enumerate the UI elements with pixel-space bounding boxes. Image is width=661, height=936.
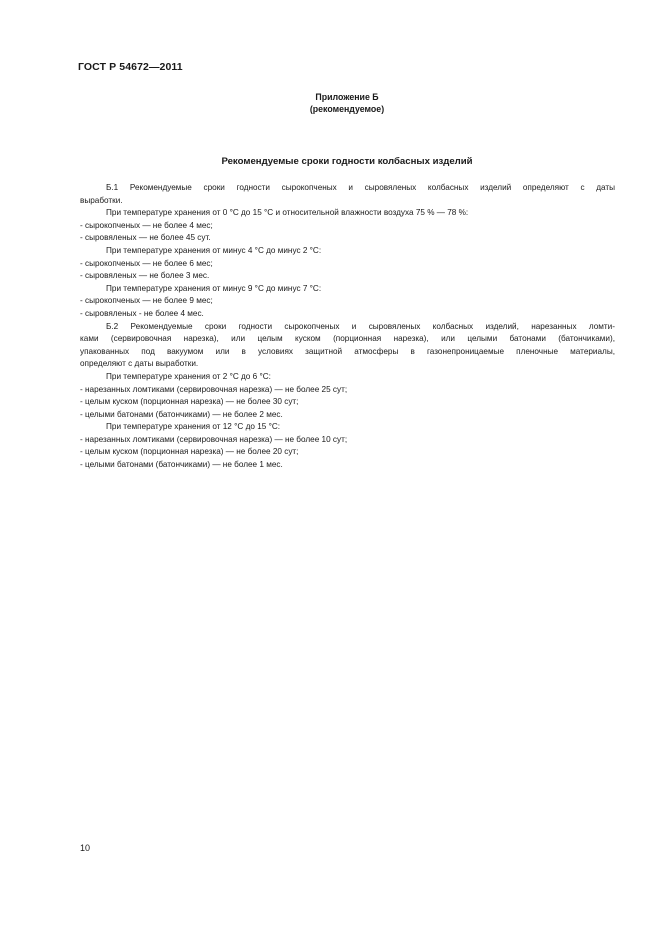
standard-code: ГОСТ Р 54672—2011 — [78, 61, 183, 73]
list-item: - сырокопченых — не более 6 мес; — [80, 258, 213, 268]
appendix-title: Приложение Б — [315, 92, 379, 102]
list-item: - целыми батонами (батончиками) — не более 2 мес. — [80, 409, 283, 419]
paragraph-b2-line-3: упакованных под вакуумом или в условиях защитной атмосферы в газонепроницаемые пленочные материалы, — [80, 346, 615, 356]
paragraph-b1-line-1: Б.1 Рекомендуемые сроки годности сырокопченых и сыровяленых колбасных изделий определяют с даты — [106, 183, 615, 192]
list-item: - целыми батонами (батончиками) — не более 1 мес. — [80, 460, 283, 470]
storage-condition-4: При температуре хранения от 2 °С до 6 °С: — [106, 371, 271, 381]
list-item: - сырокопченых — не более 4 мес; — [80, 220, 213, 230]
appendix-subtitle: (рекомендуемое) — [309, 104, 385, 114]
document-title: Рекомендуемые сроки годности колбасных изделий — [221, 156, 473, 167]
list-item: - целым куском (порционная нарезка) — не более 20 сут; — [80, 447, 299, 457]
storage-condition-2: При температуре хранения от минус 4 °С до минус 2 °С: — [106, 245, 322, 255]
list-item: - сыровяленых — не более 45 сут. — [80, 233, 211, 243]
paragraph-b2-line-4: определяют с даты выработки. — [80, 359, 199, 369]
paragraph-b1-line-2: выработки. — [80, 195, 123, 205]
list-item: - целым куском (порционная нарезка) — не более 30 сут; — [80, 397, 299, 407]
list-item: - сырокопченых — не более 9 мес; — [80, 296, 213, 306]
document-body — [80, 182, 615, 472]
storage-condition-3: При температуре хранения от минус 9 °С до минус 7 °С: — [106, 283, 322, 293]
list-item: - нарезанных ломтиками (сервировочная нарезка) — не более 10 сут; — [80, 434, 348, 444]
paragraph-b2-line-2: ками (сервировочная нарезка), или целым куском (порционная нарезка), или целыми батонами (батончиками), — [80, 334, 615, 344]
paragraph-b2-line-1: Б.2 Рекомендуемые сроки годности сырокопченых и сыровяленых колбасных изделий, нарезанных ломти- — [106, 321, 615, 331]
list-item: - сыровяленых — не более 3 мес. — [80, 271, 210, 281]
storage-condition-5: При температуре хранения от 12 °С до 15 °С: — [106, 422, 281, 432]
list-item: - нарезанных ломтиками (сервировочная нарезка) — не более 25 сут; — [80, 384, 348, 394]
list-item: - сыровяленых - не более 4 мес. — [80, 308, 204, 318]
page-number: 10 — [80, 843, 91, 853]
storage-condition-1: При температуре хранения от 0 °С до 15 °С и относительной влажности воздуха 75 % — 78 %: — [106, 208, 469, 218]
